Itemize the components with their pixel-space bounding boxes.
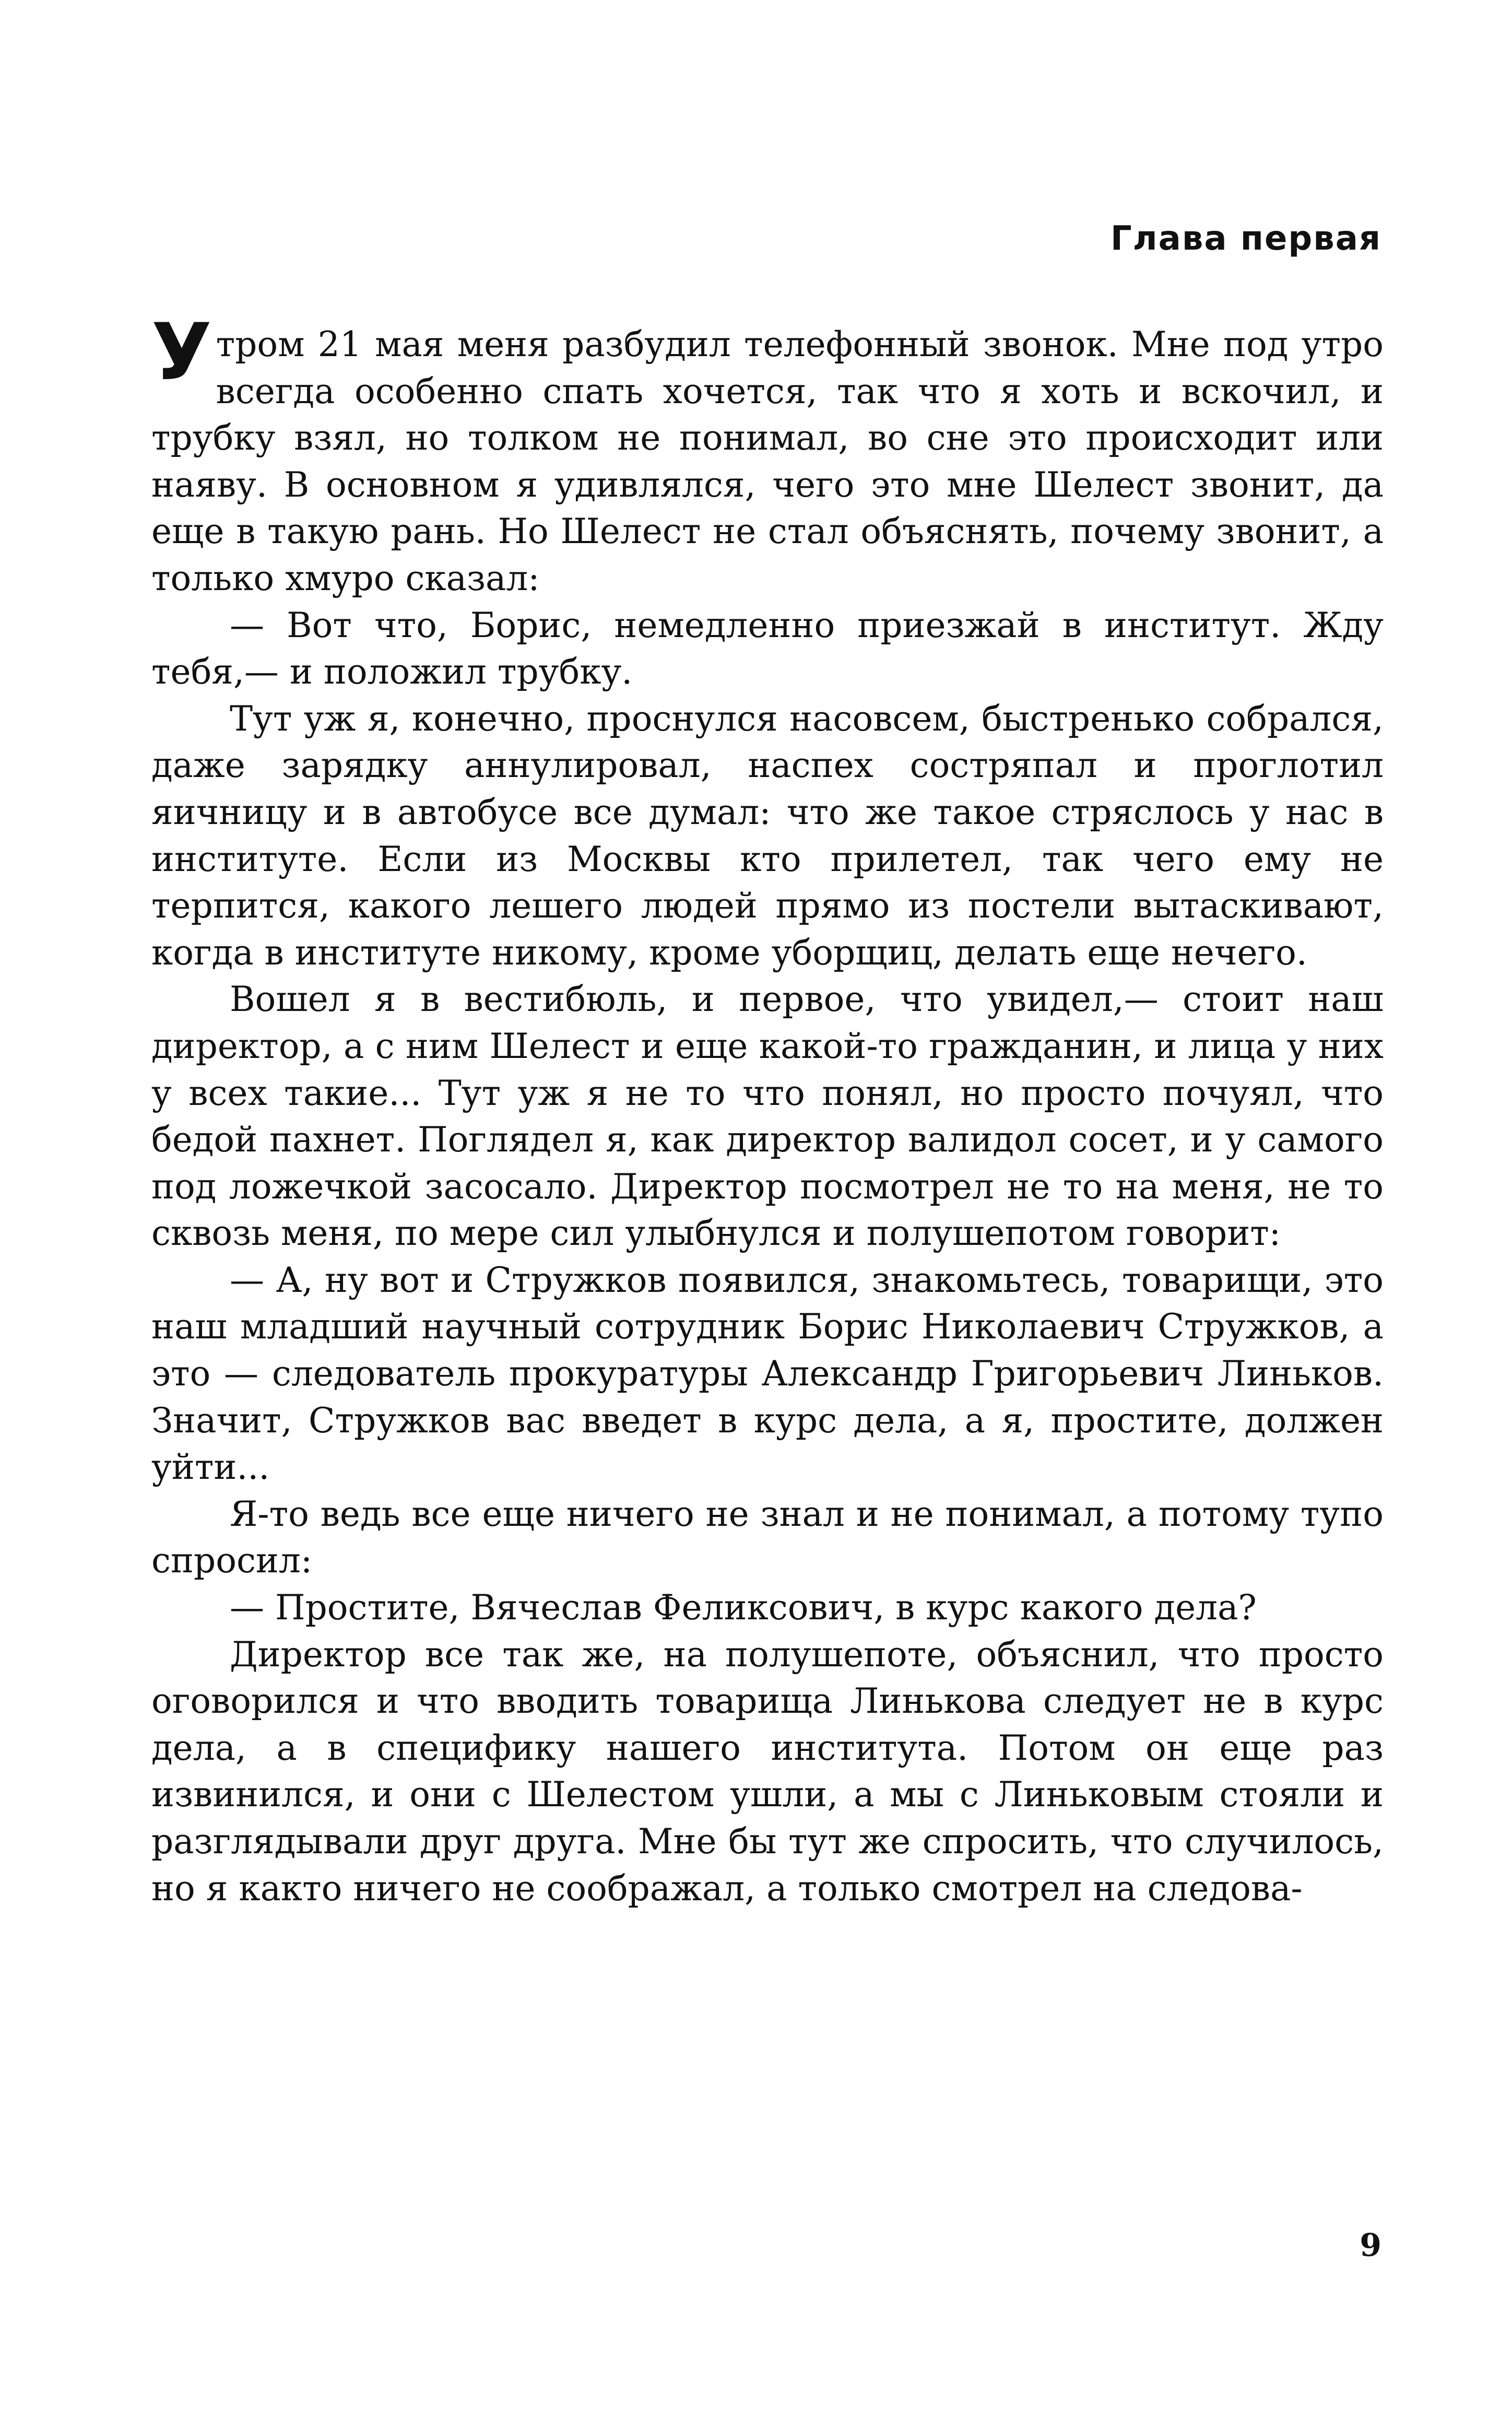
paragraph-7: — Простите, Вячеслав Феликсович, в курс какого дела? (230, 1587, 1257, 1628)
paragraph-8: Директор все так же, на полушепоте, объяснил, что просто оговорился и что вводить товарища Линькова следует не в курс дела, а в специфику нашего института. Потом он еще раз извинился, и они с Шелестом ушли, а мы с Линьковым стояли и разглядывали друг друга. Мне бы тут же спросить, что случилось, но я както ничего не соображал, а только смотрел на следова- (151, 1634, 1384, 1909)
drop-cap: У (151, 307, 212, 398)
paragraph-3: Тут уж я, конечно, проснулся насовсем, быстренько собрался, даже зарядку аннулировал, наспех состряпал и проглотил яичницу и в автобусе все думал: что же такое стряслось у нас в институте. Если из Москвы кто прилетел, так чего ему не терпится, какого лешего людей прямо из постели вытаскивают, когда в институте никому, кроме уборщиц, делать еще нечего. (151, 698, 1384, 973)
body-text (151, 307, 1384, 1912)
chapter-title: Глава первая (1110, 219, 1381, 258)
page-number: 9 (1360, 2227, 1381, 2264)
paragraph-6: Я-то ведь все еще ничего не знал и не понимал, а потому тупо спросил: (151, 1493, 1384, 1581)
paragraph-1-text: тром 21 мая меня разбудил телефонный звонок. Мне под утро всегда особенно спать хочется, так что я хоть и вскочил, и трубку взял, но толком не понимал, во сне это происходит или наяву. В основном я удивлялся, чего это мне Шелест звонит, да еще в такую рань. Но Шелест не стал объяснять, почему звонит, а только хмуро сказал: (151, 324, 1384, 598)
paragraph-1 (151, 307, 1384, 602)
paragraph-5: — А, ну вот и Стружков появился, знакомьтесь, товарищи, это наш младший научный сотрудник Борис Николаевич Стружков, а это — следователь прокуратуры Александр Григорьевич Линьков. Значит, Стружков вас введет в курс дела, а я, простите, должен уйти... (151, 1260, 1384, 1488)
paragraph-2: — Вот что, Борис, немедленно приезжай в институт. Жду тебя,— и положил трубку. (151, 605, 1384, 692)
paragraph-4: Вошел я в вестибюль, и первое, что увидел,— стоит наш директор, а с ним Шелест и еще какой-то гражданин, и лица у них у всех такие... Тут уж я не то что понял, но просто почуял, что бедой пахнет. Поглядел я, как директор валидол сосет, и у самого под ложечкой засосало. Директор посмотрел не то на меня, не то сквозь меня, по мере сил улыбнулся и полушепотом говорит: (151, 979, 1384, 1254)
